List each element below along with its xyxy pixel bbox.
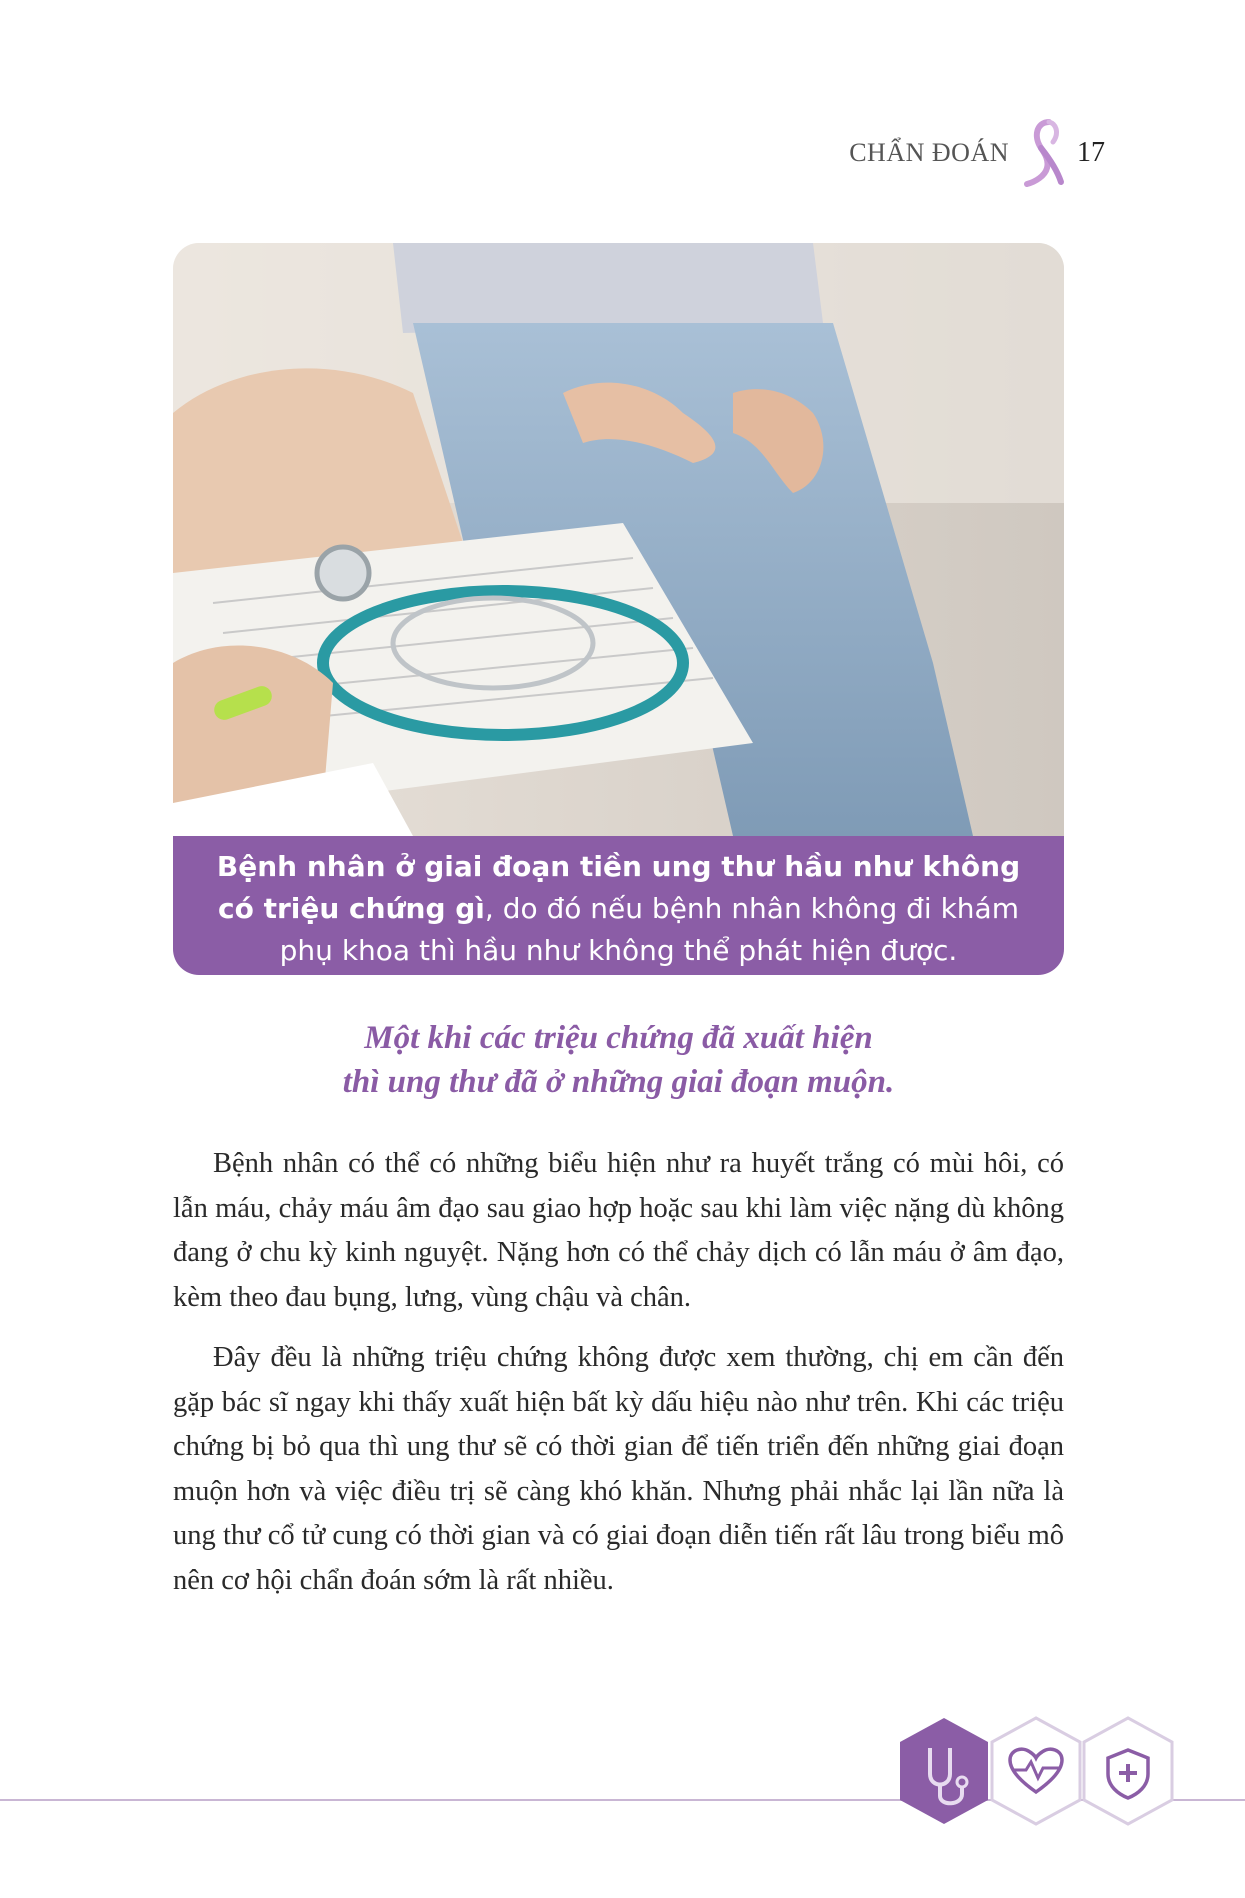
pull-quote-line-2: thì ung thư đã ở những giai đoạn muộn. (342, 1064, 895, 1100)
footer-icon-strip (896, 1714, 1186, 1834)
chapter-title: CHẨN ĐOÁN (849, 138, 1009, 167)
figure-caption (173, 836, 1064, 975)
pull-quote (173, 1016, 1064, 1104)
pull-quote-line-1: Một khi các triệu chứng đã xuất hiện (364, 1020, 873, 1056)
doctor-patient-photo (173, 243, 1064, 836)
page-number: 17 (1077, 137, 1105, 168)
heart-pulse-icon (992, 1718, 1080, 1824)
shield-cross-icon (1084, 1718, 1172, 1824)
caption-rest: , do đó nếu bệnh nhân không đi khám phụ khoa thì hầu như không thể phát hiện được. (279, 892, 1019, 967)
page-header (849, 118, 1105, 188)
paragraph-1: Bệnh nhân có thể có những biểu hiện như ra huyết trắng có mùi hôi, có lẫn máu, chảy máu âm đạo sau giao hợp hoặc sau khi làm việc nặng dù không đang ở chu kỳ kinh nguyệt. Nặng hơn có thể chảy dịch có lẫn máu ở âm đạo, kèm theo đau bụng, lưng, vùng chậu và chân. (173, 1148, 1064, 1313)
paragraph-2: Đây đều là những triệu chứng không được xem thường, chị em cần đến gặp bác sĩ ngay khi thấy xuất hiện bất kỳ dấu hiệu nào như trên. Khi các triệu chứng bị bỏ qua thì ung thư sẽ có thời gian để tiến triển đến những giai đoạn muộn hơn và việc điều trị sẽ càng khó khăn. Nhưng phải nhắc lại lần nữa là ung thư cổ tử cung có thời gian và có giai đoạn diễn tiến rất lâu trong biểu mô nên cơ hội chẩn đoán sớm là rất nhiều. (173, 1342, 1064, 1596)
figure (173, 243, 1064, 975)
stethoscope-icon (900, 1718, 988, 1824)
body-text (173, 1142, 1064, 1619)
pink-ribbon-icon (1019, 118, 1067, 188)
caption-bold: Bệnh nhân ở giai đoạn tiền ung thư hầu như không có triệu chứng gì (216, 850, 1021, 925)
